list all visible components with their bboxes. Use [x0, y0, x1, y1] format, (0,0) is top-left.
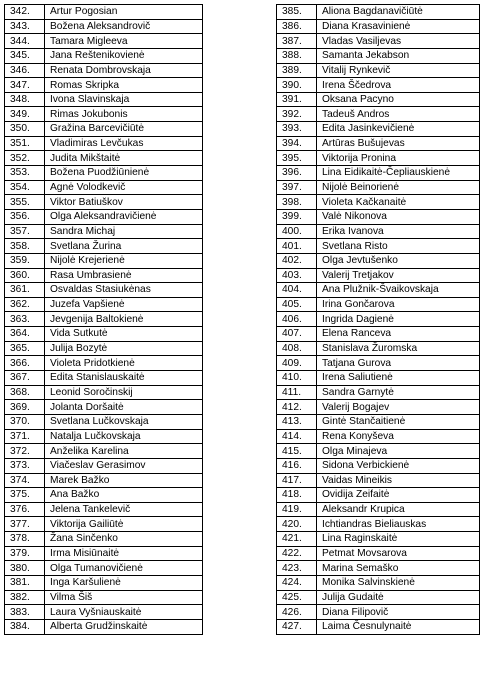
row-number: 342. — [5, 5, 45, 20]
row-number: 417. — [277, 473, 317, 488]
person-name: Sidona Verbickienė — [317, 458, 480, 473]
table-row — [277, 605, 480, 620]
person-name: Tatjana Gurova — [317, 356, 480, 371]
person-name: Alberta Grudžinskaitė — [45, 619, 203, 634]
table-row — [277, 488, 480, 503]
person-name: Agnė Volodkevič — [45, 180, 203, 195]
person-name: Petmat Movsarova — [317, 546, 480, 561]
table-row — [5, 561, 203, 576]
table-row — [277, 136, 480, 151]
person-name: Marina Semaško — [317, 561, 480, 576]
row-number: 395. — [277, 151, 317, 166]
row-number: 364. — [5, 327, 45, 342]
person-name: Jolanta Doršaitė — [45, 400, 203, 415]
row-number: 369. — [5, 400, 45, 415]
person-name: Erika Ivanova — [317, 224, 480, 239]
person-name: Tadeuš Andros — [317, 107, 480, 122]
table-row — [277, 590, 480, 605]
row-number: 359. — [5, 253, 45, 268]
table-row — [5, 107, 203, 122]
person-name: Irma Misiūnaitė — [45, 546, 203, 561]
person-name: Ovidija Zeifaitė — [317, 488, 480, 503]
person-name: Rena Konyševa — [317, 429, 480, 444]
person-name: Aleksandr Krupica — [317, 502, 480, 517]
table-row — [5, 151, 203, 166]
table-row — [5, 488, 203, 503]
table-row — [5, 92, 203, 107]
person-name: Edita Jasinkevičienė — [317, 122, 480, 137]
row-number: 421. — [277, 532, 317, 547]
table-row — [277, 517, 480, 532]
row-number: 353. — [5, 166, 45, 181]
person-name: Sandra Michaj — [45, 224, 203, 239]
person-name: Viktor Batiuškov — [45, 195, 203, 210]
person-name: Juzefa Vapšienė — [45, 297, 203, 312]
person-name: Edita Stanislauskaitė — [45, 371, 203, 386]
row-number: 352. — [5, 151, 45, 166]
person-name: Olga Jevtušenko — [317, 253, 480, 268]
person-name: Viktorija Pronina — [317, 151, 480, 166]
person-name: Jelena Tankelevič — [45, 502, 203, 517]
person-name: Olga Aleksandravičienė — [45, 209, 203, 224]
table-row — [5, 166, 203, 181]
person-name: Rasa Umbrasienė — [45, 268, 203, 283]
row-number: 354. — [5, 180, 45, 195]
table-row — [5, 327, 203, 342]
table-row — [5, 283, 203, 298]
row-number: 367. — [5, 371, 45, 386]
row-number: 374. — [5, 473, 45, 488]
table-row — [277, 327, 480, 342]
table-row — [5, 575, 203, 590]
row-number: 401. — [277, 239, 317, 254]
table-row — [5, 458, 203, 473]
person-name: Tamara Migleeva — [45, 34, 203, 49]
person-name: Žana Sinčenko — [45, 532, 203, 547]
table-row — [277, 502, 480, 517]
table-row — [5, 400, 203, 415]
person-name: Ana Plužnik-Švaikovskaja — [317, 283, 480, 298]
table-row — [277, 5, 480, 20]
person-name: Irina Gončarova — [317, 297, 480, 312]
table-row — [277, 180, 480, 195]
person-name: Violeta Pridotkienė — [45, 356, 203, 371]
row-number: 402. — [277, 253, 317, 268]
row-number: 416. — [277, 458, 317, 473]
row-number: 373. — [5, 458, 45, 473]
table-row — [277, 297, 480, 312]
row-number: 378. — [5, 532, 45, 547]
person-name: Vladas Vasiljevas — [317, 34, 480, 49]
table-row — [5, 619, 203, 634]
row-number: 363. — [5, 312, 45, 327]
row-number: 422. — [277, 546, 317, 561]
person-name: Renata Dombrovskaja — [45, 63, 203, 78]
person-name: Rimas Jokubonis — [45, 107, 203, 122]
person-name: Nijolė Beinorienė — [317, 180, 480, 195]
person-name: Inga Karšulienė — [45, 575, 203, 590]
table-row — [5, 195, 203, 210]
table-row — [277, 122, 480, 137]
row-number: 344. — [5, 34, 45, 49]
row-number: 425. — [277, 590, 317, 605]
table-row — [5, 532, 203, 547]
table-row — [277, 400, 480, 415]
person-name: Svetlana Žurina — [45, 239, 203, 254]
person-name: Božena Aleksandrovič — [45, 19, 203, 34]
row-number: 351. — [5, 136, 45, 151]
row-number: 396. — [277, 166, 317, 181]
table-row — [277, 48, 480, 63]
roster-table-right — [276, 4, 480, 635]
row-number: 387. — [277, 34, 317, 49]
row-number: 382. — [5, 590, 45, 605]
person-name: Vilma Šiš — [45, 590, 203, 605]
person-name: Olga Tumanovičienė — [45, 561, 203, 576]
row-number: 389. — [277, 63, 317, 78]
row-number: 361. — [5, 283, 45, 298]
table-row — [277, 341, 480, 356]
row-number: 397. — [277, 180, 317, 195]
person-name: Lina Raginskaitė — [317, 532, 480, 547]
row-number: 385. — [277, 5, 317, 20]
row-number: 343. — [5, 19, 45, 34]
row-number: 347. — [5, 78, 45, 93]
row-number: 400. — [277, 224, 317, 239]
row-number: 360. — [5, 268, 45, 283]
row-number: 348. — [5, 92, 45, 107]
table-row — [277, 371, 480, 386]
person-name: Nijolė Krejerienė — [45, 253, 203, 268]
table-row — [5, 224, 203, 239]
person-name: Olga Minajeva — [317, 444, 480, 459]
person-name: Vitalij Rynkevič — [317, 63, 480, 78]
row-number: 345. — [5, 48, 45, 63]
person-name: Valė Nikonova — [317, 209, 480, 224]
table-row — [277, 195, 480, 210]
row-number: 384. — [5, 619, 45, 634]
person-name: Lina Eidikaitė-Čepliauskienė — [317, 166, 480, 181]
table-row — [5, 63, 203, 78]
row-number: 368. — [5, 385, 45, 400]
table-row — [277, 414, 480, 429]
person-name: Jevgenija Baltokienė — [45, 312, 203, 327]
person-name: Gražina Barcevičiūtė — [45, 122, 203, 137]
person-name: Gintė Stančaitienė — [317, 414, 480, 429]
table-row — [5, 429, 203, 444]
table-row — [277, 107, 480, 122]
table-row — [5, 371, 203, 386]
person-name: Osvaldas Stasiukėnas — [45, 283, 203, 298]
row-number: 426. — [277, 605, 317, 620]
table-row — [277, 268, 480, 283]
table-row — [5, 312, 203, 327]
person-name: Elena Ranceva — [317, 327, 480, 342]
person-name: Samanta Jekabson — [317, 48, 480, 63]
row-number: 394. — [277, 136, 317, 151]
person-name: Julija Bozytė — [45, 341, 203, 356]
table-row — [277, 473, 480, 488]
person-name: Anželika Karelina — [45, 444, 203, 459]
table-row — [277, 19, 480, 34]
table-row — [5, 444, 203, 459]
person-name: Ivona Slavinskaja — [45, 92, 203, 107]
table-row — [5, 34, 203, 49]
row-number: 419. — [277, 502, 317, 517]
table-row — [5, 605, 203, 620]
row-number: 418. — [277, 488, 317, 503]
table-row — [5, 341, 203, 356]
person-name: Artur Pogosian — [45, 5, 203, 20]
table-row — [5, 502, 203, 517]
row-number: 350. — [5, 122, 45, 137]
person-name: Monika Salvinskienė — [317, 575, 480, 590]
row-number: 386. — [277, 19, 317, 34]
table-row — [277, 239, 480, 254]
row-number: 406. — [277, 312, 317, 327]
roster-table-left — [4, 4, 203, 635]
person-name: Ana Bažko — [45, 488, 203, 503]
table-row — [277, 575, 480, 590]
person-name: Irena Ščedrova — [317, 78, 480, 93]
person-name: Vladimiras Levčukas — [45, 136, 203, 151]
person-name: Aliona Bagdanavičiūtė — [317, 5, 480, 20]
person-name: Violeta Kačkanaitė — [317, 195, 480, 210]
row-number: 379. — [5, 546, 45, 561]
row-number: 381. — [5, 575, 45, 590]
person-name: Viačeslav Gerasimov — [45, 458, 203, 473]
table-row — [277, 458, 480, 473]
table-row — [277, 356, 480, 371]
table-row — [5, 136, 203, 151]
row-number: 375. — [5, 488, 45, 503]
row-number: 358. — [5, 239, 45, 254]
table-row — [5, 122, 203, 137]
table-row — [277, 34, 480, 49]
person-name: Stanislava Žuromska — [317, 341, 480, 356]
row-number: 405. — [277, 297, 317, 312]
table-row — [277, 78, 480, 93]
row-number: 391. — [277, 92, 317, 107]
row-number: 412. — [277, 400, 317, 415]
row-number: 410. — [277, 371, 317, 386]
person-name: Romas Skripka — [45, 78, 203, 93]
person-name: Laura Vyšniauskaitė — [45, 605, 203, 620]
row-number: 346. — [5, 63, 45, 78]
row-number: 393. — [277, 122, 317, 137]
row-number: 420. — [277, 517, 317, 532]
row-number: 383. — [5, 605, 45, 620]
person-name: Vida Sutkutė — [45, 327, 203, 342]
roster-table-right-body — [277, 5, 480, 635]
table-row — [5, 5, 203, 20]
row-number: 399. — [277, 209, 317, 224]
person-name: Jana Reštenikovienė — [45, 48, 203, 63]
table-row — [277, 619, 480, 634]
table-row — [277, 209, 480, 224]
person-name: Ichtiandras Bieliauskas — [317, 517, 480, 532]
table-row — [5, 590, 203, 605]
table-row — [5, 19, 203, 34]
person-name: Diana Filipovič — [317, 605, 480, 620]
person-name: Laima Česnulynaitė — [317, 619, 480, 634]
row-number: 356. — [5, 209, 45, 224]
table-row — [277, 385, 480, 400]
table-row — [277, 561, 480, 576]
table-row — [5, 48, 203, 63]
row-number: 427. — [277, 619, 317, 634]
row-number: 409. — [277, 356, 317, 371]
row-number: 413. — [277, 414, 317, 429]
table-row — [277, 92, 480, 107]
person-name: Julija Gudaitė — [317, 590, 480, 605]
person-name: Valerij Tretjakov — [317, 268, 480, 283]
table-row — [5, 546, 203, 561]
row-number: 411. — [277, 385, 317, 400]
table-row — [5, 385, 203, 400]
person-name: Diana Krasavinienė — [317, 19, 480, 34]
table-row — [277, 532, 480, 547]
row-number: 355. — [5, 195, 45, 210]
roster-table-left-body — [5, 5, 203, 635]
table-row — [5, 239, 203, 254]
row-number: 376. — [5, 502, 45, 517]
person-name: Ingrida Dagienė — [317, 312, 480, 327]
row-number: 366. — [5, 356, 45, 371]
table-row — [5, 209, 203, 224]
person-name: Irena Saliutienė — [317, 371, 480, 386]
row-number: 403. — [277, 268, 317, 283]
row-number: 423. — [277, 561, 317, 576]
table-row — [277, 546, 480, 561]
table-row — [5, 473, 203, 488]
row-number: 372. — [5, 444, 45, 459]
row-number: 424. — [277, 575, 317, 590]
row-number: 390. — [277, 78, 317, 93]
row-number: 349. — [5, 107, 45, 122]
person-name: Svetlana Risto — [317, 239, 480, 254]
row-number: 404. — [277, 283, 317, 298]
person-name: Judita Mikštaitė — [45, 151, 203, 166]
row-number: 370. — [5, 414, 45, 429]
person-name: Oksana Pacyno — [317, 92, 480, 107]
person-name: Artūras Bušujevas — [317, 136, 480, 151]
table-row — [5, 180, 203, 195]
person-name: Vaidas Mineikis — [317, 473, 480, 488]
row-number: 392. — [277, 107, 317, 122]
person-name: Leonid Soročinskij — [45, 385, 203, 400]
table-row — [277, 151, 480, 166]
table-row — [277, 312, 480, 327]
table-row — [277, 224, 480, 239]
table-row — [5, 253, 203, 268]
table-row — [5, 78, 203, 93]
row-number: 415. — [277, 444, 317, 459]
row-number: 408. — [277, 341, 317, 356]
row-number: 398. — [277, 195, 317, 210]
person-name: Viktorija Gailiūtė — [45, 517, 203, 532]
table-row — [277, 63, 480, 78]
person-name: Božena Puodžiūnienė — [45, 166, 203, 181]
table-row — [277, 429, 480, 444]
row-number: 414. — [277, 429, 317, 444]
row-number: 380. — [5, 561, 45, 576]
table-row — [277, 166, 480, 181]
table-row — [277, 444, 480, 459]
person-name: Svetlana Lučkovskaja — [45, 414, 203, 429]
table-row — [5, 414, 203, 429]
person-name: Sandra Garnytė — [317, 385, 480, 400]
table-row — [5, 356, 203, 371]
person-name: Marek Bažko — [45, 473, 203, 488]
table-row — [277, 283, 480, 298]
table-row — [5, 268, 203, 283]
row-number: 357. — [5, 224, 45, 239]
person-name: Natalja Lučkovskaja — [45, 429, 203, 444]
table-row — [5, 517, 203, 532]
row-number: 362. — [5, 297, 45, 312]
row-number: 407. — [277, 327, 317, 342]
table-row — [5, 297, 203, 312]
row-number: 365. — [5, 341, 45, 356]
table-row — [277, 253, 480, 268]
person-name: Valerij Bogajev — [317, 400, 480, 415]
row-number: 377. — [5, 517, 45, 532]
row-number: 388. — [277, 48, 317, 63]
row-number: 371. — [5, 429, 45, 444]
